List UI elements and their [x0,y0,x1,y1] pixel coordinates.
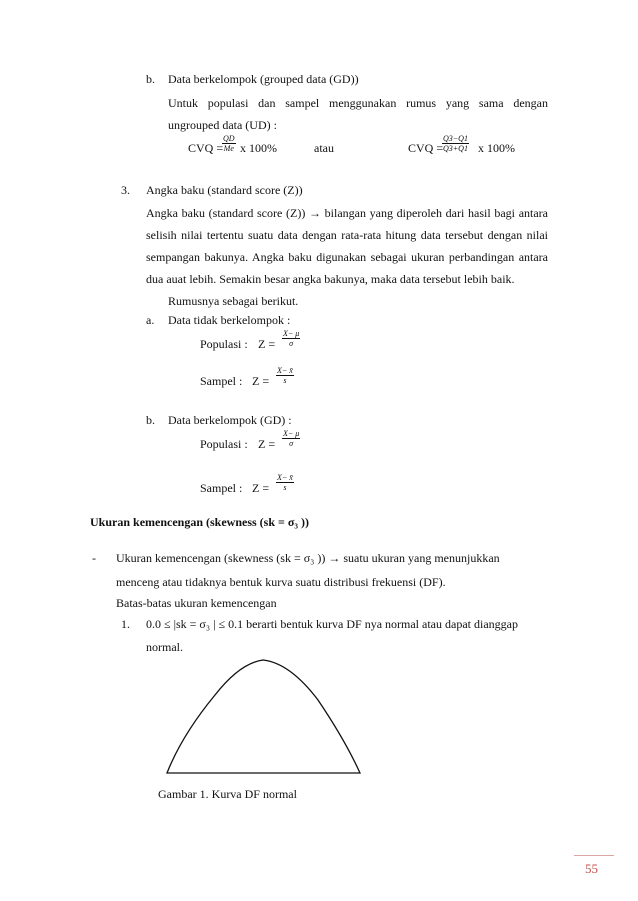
cvq-label: CVQ = [408,141,444,155]
paragraph-line: Untuk populasi dan sampel menggunakan rumus yang sama dengan [168,96,548,110]
fraction-denominator: s [283,376,287,385]
bullet-dash: - [92,551,96,565]
list-marker-b: b. [146,413,155,427]
z-fraction-population [282,329,300,348]
paragraph-line: Angka baku (standard score (Z)) → bilangan yang diperoleh dari hasil bagi antara [146,206,548,220]
cvq-label: CVQ = [188,141,224,155]
z-equals: Z = [252,481,270,495]
z-fraction-population [282,429,300,448]
section-title-grouped-data: Data berkelompok (grouped data (GD)) [168,72,359,86]
cvq-fraction-qd-me [222,134,236,153]
list-marker-1: 1. [121,617,130,631]
fraction-denominator: σ [289,339,294,348]
paragraph-line: sempangan bakunya. Angka baku digunakan sebagai ukuran perbandingan antara [146,250,548,264]
fraction-numerator: X− μ [283,429,300,438]
page-number: 55 [585,861,598,876]
fraction-denominator: s [283,483,287,492]
paragraph-line: selisih nilai tertentu suatu data dengan rata-rata hitung data tersebut dengan nilai [146,228,548,242]
sample-label: Sampel : [200,481,243,495]
fraction-numerator: QD [223,134,235,143]
z-equals: Z = [252,374,270,388]
sample-label: Sampel : [200,374,243,388]
fraction-numerator: X− x̄ [277,366,293,375]
population-label: Populasi : [200,337,248,351]
section-title-standard-score: Angka baku (standard score (Z)) [146,183,303,197]
normal-curve [167,660,360,773]
figure-caption: Gambar 1. Kurva DF normal [158,787,297,801]
fraction-denominator: Me [223,144,234,153]
paragraph-line: menceng atau tidaknya bentuk kurva suatu distribusi frekuensi (DF). [116,575,446,589]
normal-curve-figure [160,655,370,780]
subsection-title: Data tidak berkelompok : [168,313,291,327]
fraction-numerator: Q3−Q1 [443,134,468,143]
fraction-numerator: X− x̄ [277,473,293,482]
z-fraction-sample [276,473,294,492]
page-number-rule [574,855,614,856]
subsection-title: Data berkelompok (GD) : [168,413,292,427]
cvq-suffix: x 100% [478,141,515,155]
paragraph-line: ungrouped data (UD) : [168,118,277,132]
or-word: atau [314,141,334,155]
population-label: Populasi : [200,437,248,451]
skewness-heading: Ukuran kemencengan (skewness (sk = σ₃ )) [90,515,309,529]
list-marker-a: a. [146,313,155,327]
fraction-denominator: σ [289,439,294,448]
paragraph-line: dua auat lebih. Semakin besar angka bakunya, maka data tersebut lebih baik. [146,272,515,286]
formula-intro: Rumusnya sebagai berikut. [168,294,299,308]
fraction-numerator: X− μ [283,329,300,338]
paragraph-line: 0.0 ≤ |sk = σ₃ | ≤ 0.1 berarti bentuk kurva DF nya normal atau dapat dianggap [146,617,518,631]
z-equals: Z = [258,337,276,351]
cvq-fraction-quartiles [442,134,469,153]
z-fraction-sample [276,366,294,385]
list-marker-3: 3. [121,183,130,197]
cvq-suffix: x 100% [240,141,277,155]
limits-title: Batas-batas ukuran kemencengan [116,596,277,610]
z-equals: Z = [258,437,276,451]
list-marker-b: b. [146,72,155,86]
fraction-denominator: Q3+Q1 [443,144,468,153]
paragraph-line: Ukuran kemencengan (skewness (sk = σ₃ )) → suatu ukuran yang menunjukkan [116,551,500,565]
paragraph-line: normal. [146,640,183,654]
